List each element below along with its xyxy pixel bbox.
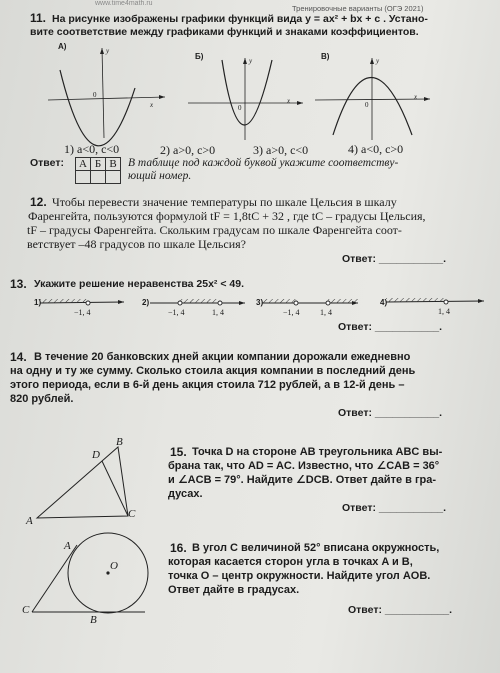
- task15-line2: брана так, что AD = AC. Известно, что ∠CAB = 36°: [168, 460, 440, 472]
- graph-b-x-label: x: [287, 97, 291, 105]
- task16-line3: точка O – центр окружности. Найдите угол AOB.: [168, 570, 431, 582]
- task12-line4: ветствует –48 градусов по шкале Цельсия?: [27, 237, 246, 251]
- variant-header: Тренировочные варианты (ОГЭ 2021): [292, 4, 424, 13]
- task12-answer[interactable]: Ответ: ___________.: [342, 253, 447, 265]
- task16-line1: В угол C величиной 52° вписана окружность,: [192, 542, 440, 554]
- graph-v-label: В): [321, 52, 330, 61]
- nl3-tick-right: 1, 4: [320, 308, 332, 317]
- nl4-tick: 1, 4: [438, 307, 450, 316]
- nl1-tick: −1, 4: [74, 308, 91, 317]
- tri-point-b: B: [116, 436, 123, 448]
- graph-a-origin: 0: [93, 91, 97, 99]
- graph-b-y-label: y: [249, 57, 253, 65]
- graph-a-y-label: y: [106, 47, 110, 55]
- task14-line1: В течение 20 банковских дней акции компании дорожали ежедневно: [34, 351, 411, 363]
- option-3: 3) a>0, c<0: [253, 143, 309, 157]
- option-1: 1) a<0, c<0: [64, 142, 120, 156]
- task11-answer-label: Ответ:: [30, 157, 64, 169]
- nl-option-3[interactable]: 3): [256, 298, 264, 307]
- circ-point-o: O: [110, 560, 118, 572]
- task12-number: 12.: [30, 195, 47, 209]
- answer-col-b: Б: [91, 158, 106, 171]
- task12-line3: tF – градусы Фаренгейта. Скольким градусам по шкале Фаренгейта соот-: [27, 223, 402, 237]
- task15-line4: дусах.: [168, 488, 203, 500]
- option-4: 4) a<0, c>0: [348, 142, 404, 156]
- option-2: 2) a>0, c>0: [160, 143, 216, 157]
- task14-line4: 820 рублей.: [10, 393, 74, 405]
- task16-line2: которая касается сторон угла в точках A и B,: [168, 556, 413, 568]
- task11-line2: вите соответствие между графиками функций и знаками коэффициентов.: [30, 26, 419, 38]
- answer-col-a: А: [76, 158, 91, 171]
- circ-point-c: C: [22, 604, 30, 616]
- graph-v-origin: 0: [365, 101, 369, 109]
- tri-point-a: A: [26, 515, 33, 527]
- task13-number: 13.: [10, 277, 27, 291]
- task14-line2: на одну и ту же сумму. Сколько стоила акция компании в последний день: [10, 365, 416, 377]
- nl-option-1[interactable]: 1): [34, 298, 42, 307]
- task15-answer[interactable]: Ответ: ___________.: [342, 502, 447, 514]
- site-header: www.time4math.ru: [95, 0, 153, 7]
- graph-v-y-label: y: [376, 57, 380, 65]
- nl-option-4[interactable]: 4): [380, 298, 388, 307]
- task16-line4: Ответ дайте в градусах.: [168, 584, 300, 596]
- task11-note-line1: В таблице под каждой буквой укажите соответству-: [128, 157, 399, 169]
- task11-line1: На рисунке изображены графики функций вида y = ax² + bx + c . Устано-: [52, 13, 428, 25]
- task12-line2: Фаренгейта, пользуются формулой tF = 1,8tC + 32 , где tC – градусы Цельсия,: [28, 209, 426, 223]
- task15-line3: и ∠ACB = 79°. Найдите ∠DCB. Ответ дайте в гра-: [168, 474, 437, 486]
- circ-point-a: A: [64, 540, 71, 552]
- nl3-tick-left: −1, 4: [283, 308, 300, 317]
- graph-v-x-label: x: [414, 93, 418, 101]
- answer-col-v: В: [106, 158, 121, 171]
- task13-text: Укажите решение неравенства 25x² < 49.: [34, 278, 244, 290]
- nl2-tick-right: 1, 4: [212, 308, 224, 317]
- graph-a-label: А): [58, 42, 67, 51]
- task13-answer[interactable]: Ответ: ___________.: [338, 321, 443, 333]
- task14-number: 14.: [10, 350, 27, 364]
- circ-point-b: B: [90, 614, 97, 626]
- task11-note-line2: ющий номер.: [128, 170, 192, 182]
- graph-b-label: Б): [195, 52, 204, 61]
- tri-point-d: D: [92, 449, 100, 461]
- task11-number: 11.: [30, 11, 47, 25]
- task16-answer[interactable]: Ответ: ___________.: [348, 604, 453, 616]
- task15-number: 15.: [170, 445, 187, 459]
- nl2-tick-left: −1, 4: [168, 308, 185, 317]
- graph-a-x-label: x: [150, 101, 154, 109]
- graph-b-origin: 0: [238, 104, 242, 112]
- nl-option-2[interactable]: 2): [142, 298, 150, 307]
- task15-line1: Точка D на стороне AB треугольника ABC вы-: [192, 446, 443, 458]
- tri-point-c: C: [128, 508, 136, 520]
- task14-answer[interactable]: Ответ: ___________.: [338, 407, 443, 419]
- task12-line1: Чтобы перевести значение температуры по шкале Цельсия в шкалу: [52, 195, 397, 209]
- task16-number: 16.: [170, 541, 187, 555]
- task14-line3: этого периода, если в 6-й день акция стоила 712 рублей, а в 12-й день –: [10, 379, 405, 391]
